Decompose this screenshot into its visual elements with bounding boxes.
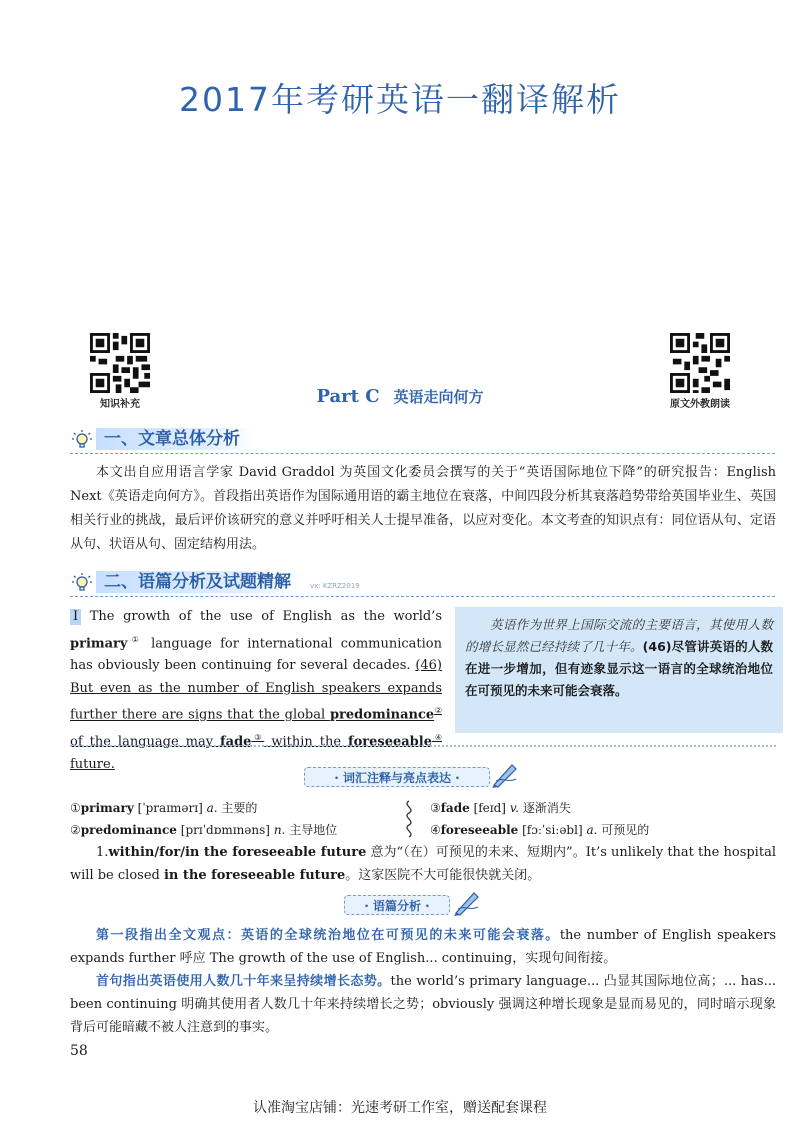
page-number: 58	[70, 1043, 88, 1059]
lightbulb-icon	[70, 571, 94, 595]
section-1-body: 本文出自应用语言学家 David Graddol 为英国文化委员会撰写的关于“英语国际地位下降”的研究报告：English Next《英语走向何方》。首段指出英语作为国际通用语的霸主地位在衰落，中间四段分析其衰落趋势带给英国毕业生、英国相关行业的挑战，最后评价该研究的意义并呼吁相关人士提早准备，以应对变化。本文考查的知识点有：同位语从句、定语从句、状语从句、固定结构用法。	[70, 465, 776, 552]
qr-code-knowledge[interactable]	[90, 333, 150, 393]
section-2-heading	[70, 570, 775, 597]
question-46-text: future.	[70, 756, 115, 772]
analysis-text: the number of English speakers expands further 呼应 The growth of the use of English... continuing，实现句间衔接。	[70, 928, 776, 966]
footnote-marker: ④	[431, 733, 442, 743]
vocab-word: predominance	[329, 707, 435, 723]
question-46-text: (46) But even as the number of English speakers expands further there are signs that the global	[70, 658, 442, 723]
vocab-pos: v.	[509, 801, 519, 815]
vocab-meaning: 主导地位	[289, 823, 338, 837]
question-46-text: within the	[264, 734, 348, 750]
phrase-explanation: 。这家医院不大可能很快就关闭。	[345, 868, 541, 883]
vocab-word: foreseeable	[348, 734, 432, 750]
section-1-heading	[70, 427, 775, 454]
vocab-headword: primary	[80, 801, 134, 815]
watermark-text: vx: KZRZ2019	[310, 582, 360, 590]
analysis-section-label: · 语篇分析 ·	[344, 895, 450, 915]
vocab-number: ①	[70, 801, 81, 815]
vocab-number: ②	[70, 823, 81, 837]
vocab-meaning: 主要的	[221, 801, 258, 815]
page-title: 2017年考研英语一翻译解析	[179, 80, 621, 119]
part-heading	[0, 386, 800, 407]
phrase-number: 1.	[96, 845, 109, 860]
part-label: Part C	[316, 386, 380, 407]
pen-icon	[490, 761, 520, 789]
lightbulb-icon	[70, 428, 94, 452]
vocab-phonetic: [ˈpraɪmərɪ]	[137, 801, 203, 815]
part-subtitle: 英语走向何方	[393, 388, 484, 406]
english-passage	[70, 606, 442, 776]
translation-box	[455, 607, 783, 733]
footnote-marker: ②	[434, 706, 442, 716]
phrase-term: in the foreseeable future	[163, 868, 346, 883]
passage-text: language for international communication has obviously been continuing for several decades.	[70, 635, 442, 674]
vocab-phonetic: [fɔːˈsiːəbl]	[522, 823, 583, 837]
pen-icon	[452, 889, 482, 917]
analysis-text: the world’s primary language... 凸显其国际地位高；... has... been continuing 明确其使用者人数几十年来持续增长之势；obviously 强调这种增长现象是显而易见的，同时暗示现象背后可能暗藏不被人注意到的事实。	[70, 974, 776, 1035]
passage-text: The growth of the use of English as the world’s	[81, 609, 442, 624]
vocab-section-label: · 词汇注释与亮点表达 ·	[304, 767, 490, 787]
footnote-marker: ①	[127, 634, 143, 644]
vocab-entry	[70, 799, 257, 817]
vocab-pos: n.	[273, 823, 286, 837]
translation-line: 英语作为世界上国际交流的主要语言，其使用人数的增长显然已经持续了几十年。	[465, 617, 773, 654]
qr-code-icon	[90, 333, 150, 393]
vocab-number: ③	[430, 801, 441, 815]
phrase-term: within/for/in the foreseeable future	[108, 845, 367, 860]
phrase-note	[70, 841, 776, 887]
phrase-explanation: 意为“（在）可预见的未来、短期内”。It’s unlikely that the hospital will be closed	[70, 845, 776, 883]
footer-note: 认准淘宝店铺：光速考研工作室，赠送配套课程	[253, 1100, 547, 1116]
vocab-headword: predominance	[80, 823, 177, 837]
vocab-pos: a.	[586, 823, 598, 837]
spiral-binding-icon	[400, 799, 418, 839]
vocab-entry	[70, 821, 337, 839]
section-1-title: 一、文章总体分析	[96, 428, 254, 450]
vocab-pos: a.	[206, 801, 218, 815]
qr-caption-left: 知识补充	[100, 399, 140, 410]
vocab-number: ④	[430, 823, 441, 837]
vocab-headword: fade	[440, 801, 470, 815]
question-46-text: of the language may	[70, 734, 221, 750]
analysis-paragraph-1	[70, 924, 776, 970]
paragraph-number: I	[70, 609, 81, 625]
vocab-phonetic: [prɪˈdɒmɪnəns]	[180, 823, 270, 837]
footnote-marker: ③	[251, 733, 265, 743]
qr-code-icon	[670, 333, 730, 393]
vocab-word: primary	[70, 635, 128, 651]
analysis-lead: 第一段指出全文观点：英语的全球统治地位在可预见的未来可能会衰落。	[96, 928, 560, 943]
analysis-paragraph-2	[70, 970, 776, 1039]
vocab-entry	[430, 799, 571, 817]
translation-answer: (46)尽管讲英语的人数在进一步增加，但有迹象显示这一语言的全球统治地位在可预见的未来可能会衰落。	[465, 639, 773, 698]
dotted-divider	[70, 745, 776, 747]
section-2-title: 二、语篇分析及试题精解	[96, 571, 305, 593]
vocab-meaning: 可预见的	[601, 823, 650, 837]
vocab-entry	[430, 821, 649, 839]
vocab-word: fade	[220, 734, 252, 750]
analysis-lead: 首句指出英语使用人数几十年来呈持续增长态势。	[96, 974, 391, 989]
qr-code-reading[interactable]	[670, 333, 730, 393]
vocab-meaning: 逐渐消失	[522, 801, 571, 815]
qr-caption-right: 原文外教朗读	[670, 399, 730, 410]
vocab-headword: foreseeable	[440, 823, 519, 837]
vocab-phonetic: [feɪd]	[473, 801, 506, 815]
